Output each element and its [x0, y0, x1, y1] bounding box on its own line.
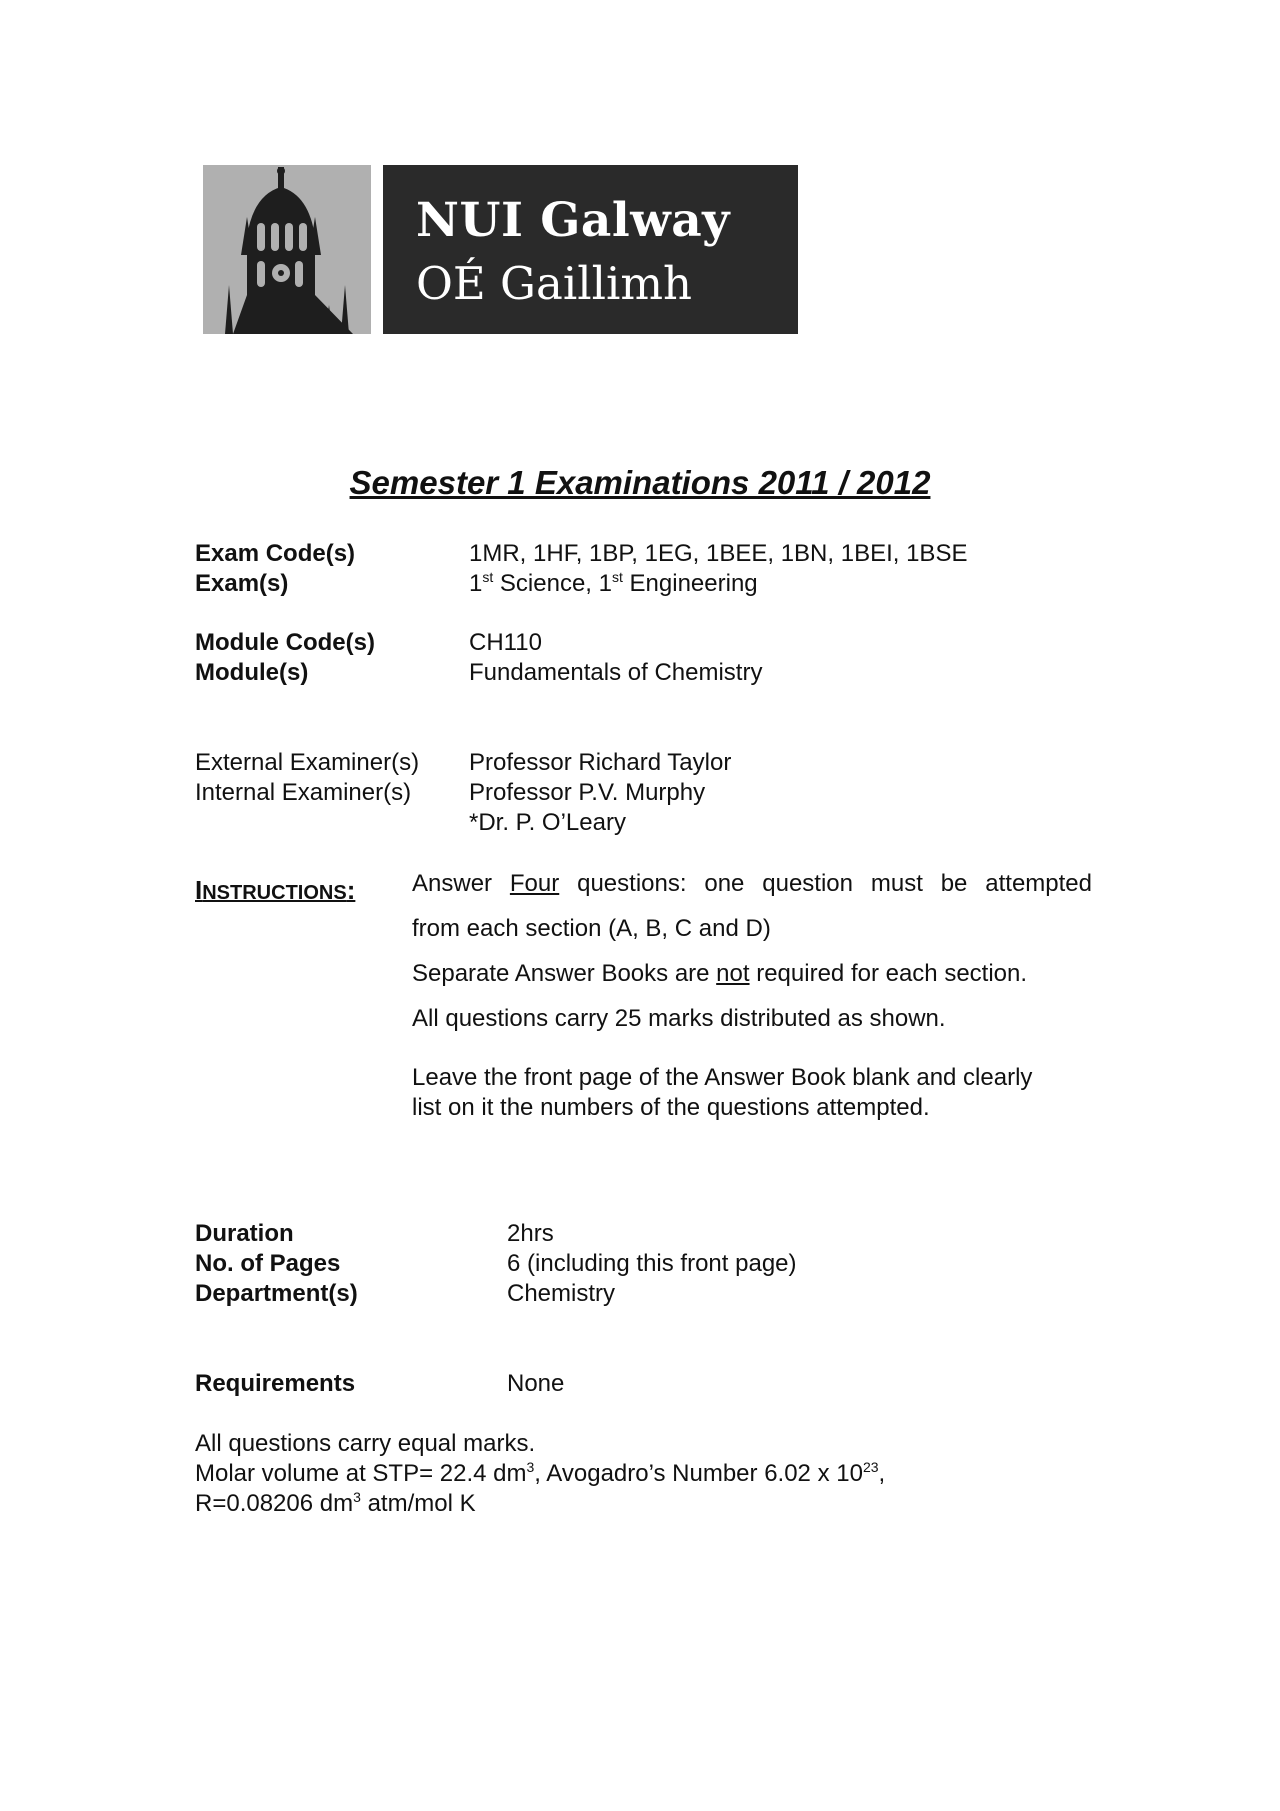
- external-examiner-label: External Examiner(s): [195, 749, 420, 776]
- internal-examiner-label: Internal Examiner(s): [195, 779, 412, 806]
- instruction-line: Leave the front page of the Answer Book blank and clearly: [412, 1064, 1033, 1091]
- instruction-line: from each section (A, B, C and D): [412, 915, 771, 942]
- logo-line-english: NUI Galway: [416, 193, 730, 248]
- note-line: R=0.08206 $dm^3$ atm/mol K: [195, 1489, 476, 1517]
- instruction-line: list on it the numbers of the questions attempted.: [412, 1094, 930, 1121]
- instruction-line: Separate Answer Books are not required for each section.: [412, 960, 1028, 987]
- university-tower-icon: [203, 165, 371, 334]
- logo-wordmark: [383, 165, 798, 334]
- external-examiner-value: Professor Richard Taylor: [469, 749, 732, 776]
- pages-value: 6 (including this front page): [507, 1250, 797, 1277]
- internal-examiner-value: Professor P.V. Murphy: [469, 779, 706, 806]
- department-value: Chemistry: [507, 1280, 616, 1307]
- university-logo: [203, 165, 798, 334]
- exam-code-value: 1MR, 1HF, 1BP, 1EG, 1BEE, 1BN, 1BEI, 1BSE: [469, 540, 968, 567]
- instruction-line: All questions carry 25 marks distributed as shown.: [412, 1005, 946, 1032]
- instruction-line: Answer Four questions: one question must be attempted: [412, 870, 1092, 897]
- requirements-value: None: [507, 1370, 565, 1397]
- note-line: Molar volume at STP= 22.4 $dm^3$, Avogadro’s Number 6.02 x $10^{23}$,: [195, 1459, 886, 1487]
- exam-label: Exam(s): [195, 570, 289, 597]
- duration-label: Duration: [195, 1220, 294, 1247]
- department-label: Department(s): [195, 1280, 358, 1307]
- page-title: Semester 1 Examinations 2011 / 2012: [349, 464, 931, 501]
- internal-examiner-value: *Dr. P. O’Leary: [469, 809, 626, 836]
- module-label: Module(s): [195, 659, 309, 686]
- instructions-heading: INSTRUCTIONS:: [195, 875, 356, 905]
- note-line: All questions carry equal marks.: [195, 1430, 536, 1457]
- module-code-label: Module Code(s): [195, 629, 375, 656]
- duration-value: 2hrs: [507, 1220, 554, 1247]
- module-value: Fundamentals of Chemistry: [469, 659, 763, 686]
- module-code-value: CH110: [469, 629, 542, 656]
- exam-code-label: Exam Code(s): [195, 540, 356, 567]
- requirements-label: Requirements: [195, 1370, 356, 1397]
- logo-line-irish: OÉ Gaillimh: [416, 257, 693, 310]
- exam-value: 1st Science, 1st Engineering: [469, 569, 758, 597]
- pages-label: No. of Pages: [195, 1250, 341, 1277]
